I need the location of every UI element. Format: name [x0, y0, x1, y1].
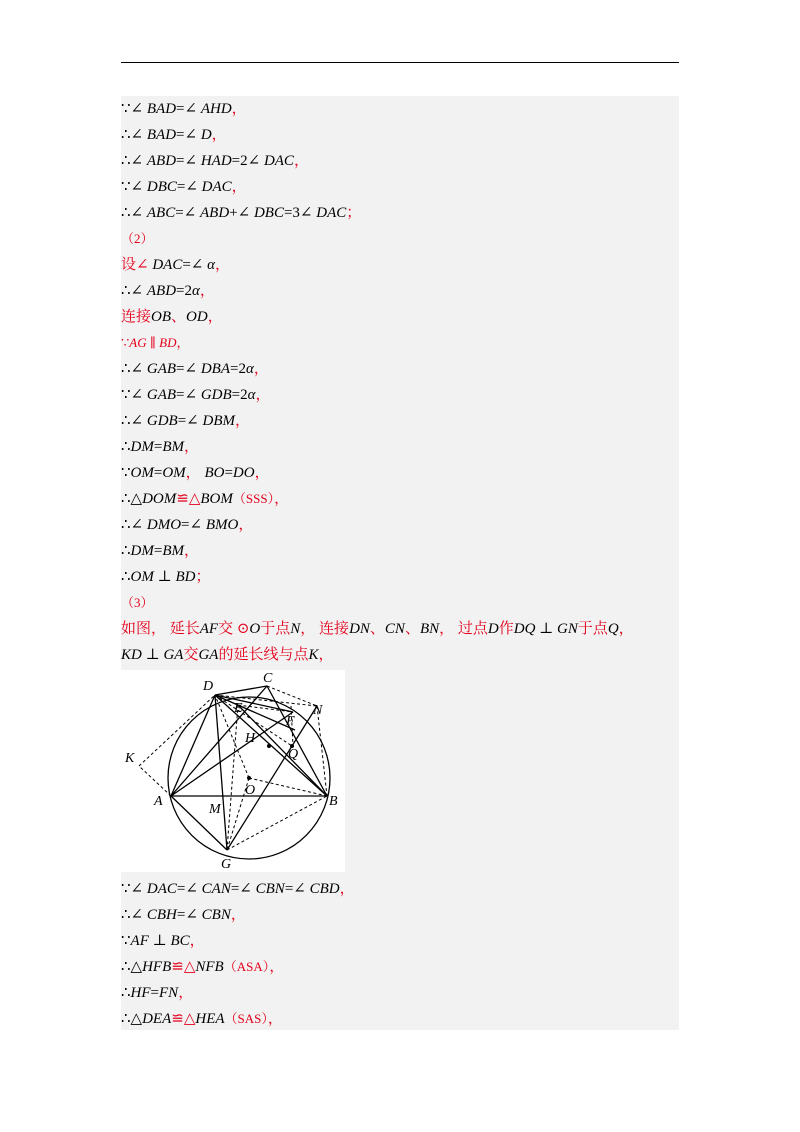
line-15: ∵OM=OM， BO=DO， [121, 465, 270, 481]
label-m: M [209, 802, 221, 817]
line-11: ∴∠ GAB=∠ DBA=2α， [121, 361, 269, 377]
header-rule [121, 62, 679, 63]
label-n: N [313, 703, 323, 718]
label-c: C [263, 671, 273, 686]
line-12: ∵∠ GAB=∠ GDB=2α， [121, 387, 271, 403]
center-point [247, 776, 251, 780]
part-3-heading: （3） [121, 595, 154, 610]
label-k: K [125, 751, 135, 766]
line-22: KD ⊥ GA交GA的延长线与点K， [121, 647, 334, 663]
line-28: ∴△DEA≌△HEA（SAS）， [121, 1011, 283, 1027]
line-7: 设∠ DAC=∠ α， [121, 257, 230, 273]
line-25: ∵AF ⊥ BC， [121, 933, 205, 949]
line-19: ∴OM ⊥ BD； [121, 569, 211, 585]
label-b: B [329, 794, 338, 809]
line-13: ∴∠ GDB=∠ DBM， [121, 413, 250, 429]
line-27: ∴HF=FN， [121, 985, 194, 1001]
line-23: ∵∠ DAC=∠ CAN=∠ CBN=∠ CBD， [121, 881, 355, 897]
label-o: O [245, 783, 256, 798]
label-h: H [245, 731, 256, 746]
circle-diagram [121, 670, 345, 872]
label-f: F [286, 714, 295, 729]
line-9: 连接OB、OD， [121, 309, 223, 325]
line-21: 如图， 延长AF交 ⊙O于点N， 连接DN、CN、BN， 过点D作DQ ⊥ GN于点Q， [121, 621, 634, 637]
line-4: ∵∠ DBC=∠ DAC， [121, 179, 247, 195]
line-1: ∵∠ BAD=∠ AHD， [121, 101, 247, 117]
geometry-figure [121, 670, 345, 872]
solution-content [121, 96, 679, 1030]
line-26: ∴△HFB≌△NFB（ASA）， [121, 959, 285, 975]
label-d: D [203, 679, 214, 694]
label-e: E [234, 701, 243, 716]
line-5: ∴∠ ABC=∠ ABD+∠ DBC=3∠ DAC； [121, 205, 362, 221]
line-8: ∴∠ ABD=2α， [121, 283, 215, 299]
part-2-heading: （2） [121, 231, 154, 246]
line-18: ∴DM=BM， [121, 543, 200, 559]
line-2: ∴∠ BAD=∠ D， [121, 127, 227, 143]
label-a: A [154, 794, 163, 809]
label-g: G [221, 857, 232, 872]
line-14: ∴DM=BM， [121, 439, 200, 455]
line-17: ∴∠ DMO=∠ BMO， [121, 517, 254, 533]
line-16: ∴△DOM≌△BOM（SSS）， [121, 491, 290, 507]
line-24: ∴∠ CBH=∠ CBN， [121, 907, 246, 923]
line-10: ∵AG ∥ BD， [121, 335, 190, 350]
label-q: Q [288, 747, 299, 762]
line-3: ∴∠ ABD=∠ HAD=2∠ DAC， [121, 153, 309, 169]
